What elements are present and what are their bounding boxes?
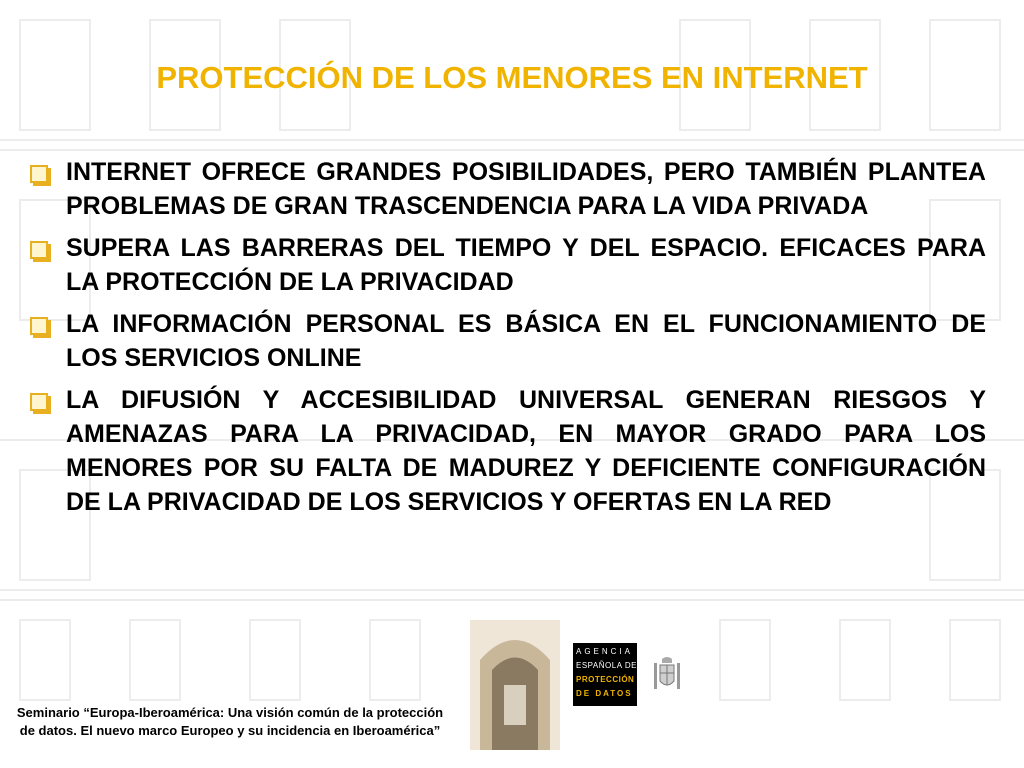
bullet-item [28, 383, 986, 519]
logo-line: DE DATOS [576, 689, 633, 698]
building-entrance-image [470, 600, 560, 750]
coat-of-arms-icon [652, 655, 682, 695]
bullet-item [28, 155, 986, 223]
bullet-text: SUPERA LAS BARRERAS DEL TIEMPO Y DEL ESPACIO. EFICACES PARA LA PROTECCIÓN DE LA PRIVACIDAD [66, 234, 986, 296]
bullet-item [28, 231, 986, 299]
square-bullet-icon [30, 393, 48, 411]
logo-line: AGENCIA [576, 647, 634, 656]
seminar-footer: Seminario “Europa-Iberoamérica: Una visión común de la protección de datos. El nuevo marco Europeo y su incidencia en Iberoamérica” [16, 705, 444, 738]
square-bullet-icon [30, 241, 48, 259]
bullet-text: LA DIFUSIÓN Y ACCESIBILIDAD UNIVERSAL GENERAN RIESGOS Y AMENAZAS PARA LA PRIVACIDAD, EN MAYOR GRADO PARA LOS MENORES POR SU FALTA DE MADUREZ Y DEFICIENTE CONFIGURACIÓN DE LA PRIVACIDAD DE LOS SERVICIOS Y OFERTAS EN LA RED [66, 386, 986, 516]
logo-line: PROTECCIÓN [576, 675, 635, 684]
square-bullet-icon [30, 165, 48, 183]
bullet-text: LA INFORMACIÓN PERSONAL ES BÁSICA EN EL FUNCIONAMIENTO DE LOS SERVICIOS ONLINE [66, 310, 986, 372]
agency-logo [573, 643, 637, 706]
logo-line: ESPAÑOLA DE [576, 661, 637, 670]
bullet-list [28, 155, 986, 527]
slide-title: PROTECCIÓN DE LOS MENORES EN INTERNET [156, 60, 868, 95]
square-bullet-icon [30, 317, 48, 335]
bullet-text: INTERNET OFRECE GRANDES POSIBILIDADES, PERO TAMBIÉN PLANTEA PROBLEMAS DE GRAN TRASCENDENCIA PARA LA VIDA PRIVADA [66, 158, 986, 220]
bullet-item [28, 307, 986, 375]
